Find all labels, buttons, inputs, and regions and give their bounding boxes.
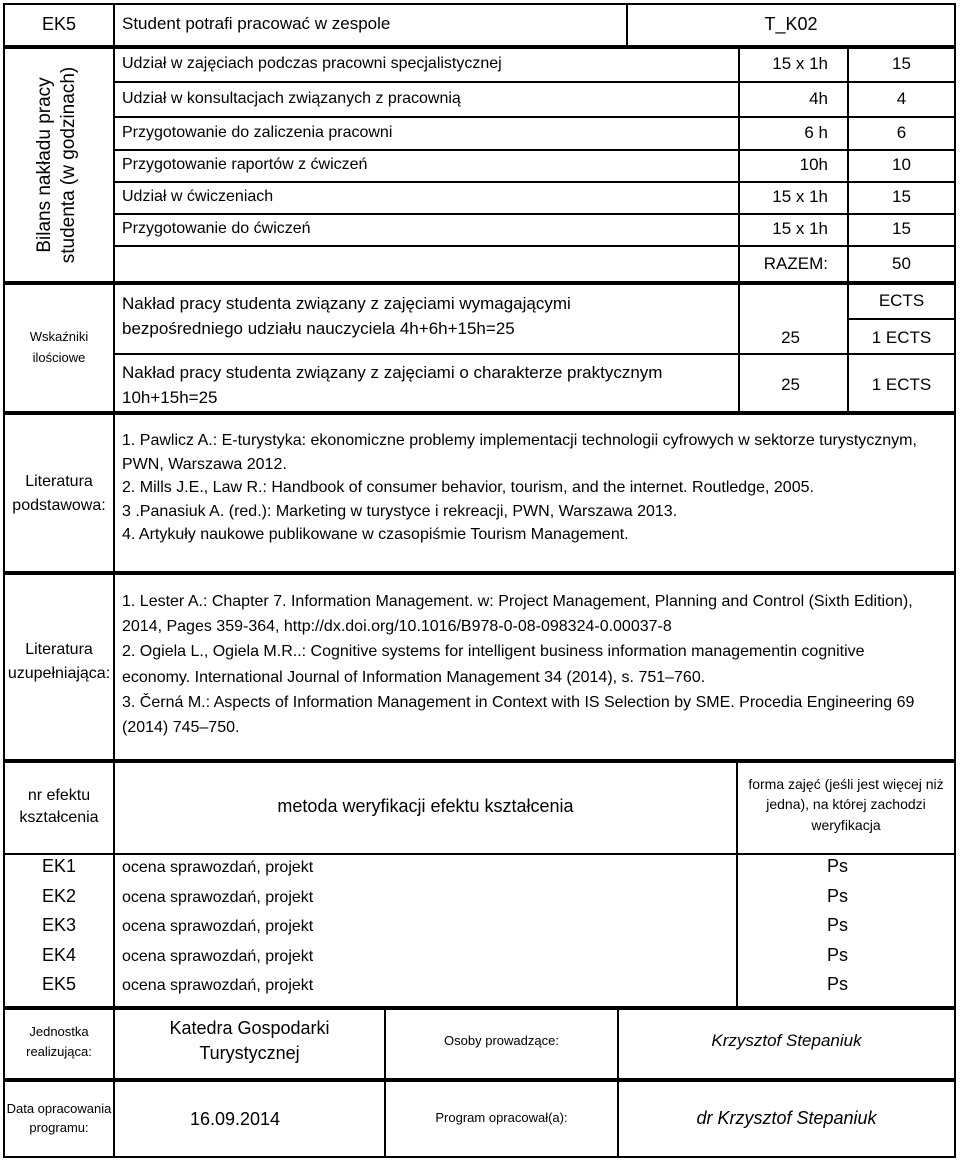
verification-row-code: EK3 bbox=[41, 915, 77, 935]
literature-entry: 4. Artykuły naukowe publikowane w czasopiśmie Tourism Management. bbox=[122, 526, 629, 543]
workload-row-label: Udział w ćwiczeniach bbox=[122, 188, 274, 205]
literature-entry: PWN, Warszawa 2012. bbox=[122, 455, 287, 473]
unit-label: Jednostka realizująca: bbox=[26, 1024, 92, 1060]
workload-row-label: Przygotowanie raportów z ćwiczeń bbox=[122, 156, 368, 173]
workload-row-formula: 10h bbox=[799, 155, 828, 174]
verification-row-method: ocena sprawozdań, projekt bbox=[122, 888, 314, 906]
literature-entry: 1. Lester A.: Chapter 7. Information Management. w: Project Management, Planning and Control (Sixth Edition), bbox=[122, 593, 913, 610]
workload-side-label: Bilans nakładu pracy studenta (w godzinach) bbox=[34, 66, 79, 264]
verification-row-form: Ps bbox=[827, 915, 849, 935]
workload-row-formula: 6 h bbox=[804, 122, 828, 142]
indicator-row1-text: Nakład pracy studenta związany z zajęciami wymagającymi bezpośredniego udziału nauczyciela 4h+6h+15h=25 bbox=[122, 294, 571, 338]
total-label: RAZEM: bbox=[763, 254, 828, 273]
workload-row-hours: 15 bbox=[892, 54, 911, 73]
indicator-row2-ects: 1 ECTS bbox=[871, 375, 932, 394]
verification-row-form: Ps bbox=[827, 974, 849, 994]
author-name: dr Krzysztof Stepaniuk bbox=[696, 1108, 877, 1128]
verification-col-form: forma zajęć (jeśli jest więcej niż jedna), na której zachodzi weryfikacja bbox=[748, 776, 944, 833]
indicator-row2-text: Nakład pracy studenta związany z zajęciami o charakterze praktycznym 10h+15h=25 bbox=[122, 363, 663, 407]
total-value: 50 bbox=[892, 254, 911, 273]
effect-code: EK5 bbox=[41, 14, 77, 34]
workload-row-hours: 15 bbox=[892, 187, 911, 206]
workload-row-hours: 10 bbox=[892, 155, 911, 174]
author-label: Program opracował(a): bbox=[435, 1110, 568, 1125]
verification-col-method: metoda weryfikacji efektu kształcenia bbox=[277, 796, 574, 816]
verification-row-method: ocena sprawozdań, projekt bbox=[122, 918, 314, 935]
verification-row-code: EK4 bbox=[41, 944, 77, 965]
literature-entry: 3. Černá M.: Aspects of Information Management in Context with IS Selection by SME. Procedia Engineering 69 bbox=[122, 693, 915, 711]
teachers-label: Osoby prowadzące: bbox=[444, 1033, 559, 1048]
basic-literature-label: Literatura podstawowa: bbox=[12, 473, 106, 514]
date-label: Data opracowania programu: bbox=[6, 1101, 112, 1135]
literature-entry: (2014) 745–750. bbox=[122, 719, 240, 737]
teachers-name: Krzysztof Stepaniuk bbox=[711, 1031, 862, 1050]
verification-row-method: ocena sprawozdań, projekt bbox=[122, 947, 314, 965]
indicators-side-label: Wskaźniki ilościowe bbox=[29, 329, 89, 365]
literature-entry: 1. Pawlicz A.: E-turystyka: ekonomiczne problemy implementacji technologii cyfrowych w sektorze turystycznym, bbox=[122, 432, 917, 449]
workload-row-label: Udział w zajęciach podczas pracowni specjalistycznej bbox=[122, 55, 502, 72]
workload-row-formula: 15 x 1h bbox=[772, 219, 828, 238]
verification-row-code: EK2 bbox=[41, 885, 77, 906]
verification-col-effect: nr efektu kształcenia bbox=[19, 787, 99, 827]
preparation-date: 16.09.2014 bbox=[189, 1109, 281, 1129]
verification-row-method: ocena sprawozdań, projekt bbox=[122, 977, 314, 994]
unit-name: Katedra Gospodarki Turystycznej bbox=[169, 1018, 330, 1064]
verification-row-form: Ps bbox=[827, 944, 849, 965]
verification-row-form: Ps bbox=[827, 885, 849, 906]
ects-header: ECTS bbox=[878, 291, 925, 310]
indicator-row2-value: 25 bbox=[781, 375, 800, 394]
indicator-row1-ects: 1 ECTS bbox=[871, 328, 932, 347]
workload-row-label: Przygotowanie do zaliczenia pracowni bbox=[122, 123, 393, 141]
workload-row-hours: 4 bbox=[896, 88, 907, 108]
indicator-row1-value: 25 bbox=[781, 328, 800, 347]
verification-row-method: ocena sprawozdań, projekt bbox=[122, 859, 314, 876]
verification-row-form: Ps bbox=[827, 856, 849, 876]
workload-row-label: Przygotowanie do ćwiczeń bbox=[122, 220, 311, 237]
literature-entry: 3 .Panasiuk A. (red.): Marketing w turystyce i rekreacji, PWN, Warszawa 2013. bbox=[122, 502, 678, 520]
workload-row-formula: 4h bbox=[809, 88, 828, 108]
workload-row-formula: 15 x 1h bbox=[772, 187, 828, 206]
literature-entry: 2. Ogiela L., Ogiela M.R..: Cognitive systems for intelligent business information managementin cognitive bbox=[122, 643, 865, 661]
workload-row-formula: 15 x 1h bbox=[772, 54, 828, 73]
literature-entry: 2014, Pages 359-364, http://dx.doi.org/10.1016/B978-0-08-098324-0.00037-8 bbox=[122, 618, 672, 636]
workload-row-hours: 15 bbox=[892, 219, 911, 238]
supplementary-literature-label: Literatura uzupełniająca: bbox=[7, 641, 111, 682]
workload-row-label: Udział w konsultacjach związanych z pracownią bbox=[122, 89, 461, 107]
effect-description: Student potrafi pracować w zespole bbox=[122, 14, 391, 33]
effect-reference: T_K02 bbox=[764, 14, 818, 34]
supplementary-literature-list bbox=[122, 589, 914, 740]
literature-entry: economy. International Journal of Information Management 34 (2014), s. 751–760. bbox=[122, 668, 706, 686]
literature-entry: 2. Mills J.E., Law R.: Handbook of consumer behavior, tourism, and the internet. Routledge, 2005. bbox=[122, 479, 814, 496]
workload-row-hours: 6 bbox=[896, 122, 907, 142]
verification-row-code: EK5 bbox=[41, 974, 77, 994]
basic-literature-list bbox=[122, 429, 917, 547]
verification-row-code: EK1 bbox=[41, 856, 77, 876]
